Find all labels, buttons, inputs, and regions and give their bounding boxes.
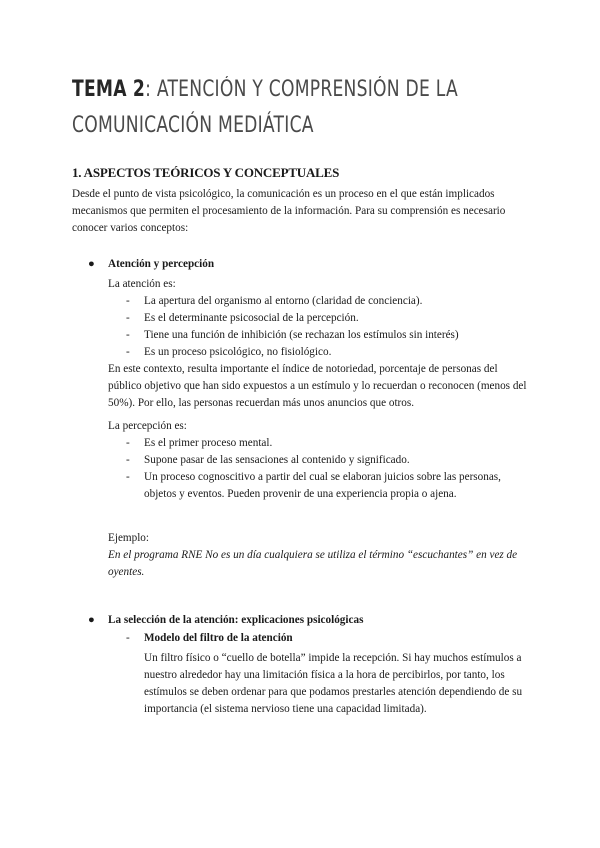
section-heading: 1. ASPECTOS TEÓRICOS Y CONCEPTUALES bbox=[72, 165, 340, 180]
page-title bbox=[72, 72, 540, 144]
perception-list bbox=[108, 435, 528, 503]
example-label: Ejemplo: bbox=[108, 532, 150, 544]
title-text: : ATENCIÓN Y COMPRENSIÓN DE LA COMUNICACIÓN MEDIÁTICA bbox=[72, 77, 458, 138]
list-item: - Un proceso cognoscitivo a partir del cual se elaboran juicios sobre las personas, objetos y eventos. Pueden provenir de una experiencia propia o ajena. bbox=[126, 471, 501, 500]
bullet-icon: ● bbox=[88, 258, 95, 270]
example-block bbox=[108, 530, 528, 581]
list-item: - Tiene una función de inhibición (se rechazan los estímulos sin interés) bbox=[126, 329, 459, 341]
perception-lead: La percepción es: bbox=[108, 420, 187, 432]
list-item: - Es el determinante psicosocial de la percepción. bbox=[126, 312, 359, 324]
example-text: En el programa RNE No es un día cualquiera se utiliza el término “escuchantes” en vez de oyentes. bbox=[108, 549, 518, 578]
bullet-heading-text: La selección de la atención: explicaciones psicológicas bbox=[108, 614, 364, 626]
sub-heading-text: Modelo del filtro de la atención bbox=[144, 632, 293, 644]
bullet-heading-attention bbox=[88, 256, 214, 273]
attention-block bbox=[108, 276, 528, 412]
bullet-heading-selection bbox=[88, 612, 363, 629]
list-item: - Es un proceso psicológico, no fisiológico. bbox=[126, 346, 332, 358]
list-item: - Supone pasar de las sensaciones al contenido y significado. bbox=[126, 454, 410, 466]
sub-heading-filter-model: - Modelo del filtro de la atención bbox=[126, 632, 293, 644]
perception-block bbox=[108, 418, 528, 503]
attention-lead: La atención es: bbox=[108, 278, 176, 290]
section-intro: Desde el punto de vista psicológico, la comunicación es un proceso en el que están implicados mecanismos que permiten el procesamiento de la información. Para su comprensión es necesario conocer varios conceptos: bbox=[72, 188, 506, 234]
title-topic-number: TEMA 2 bbox=[72, 77, 146, 102]
filter-model-text: Un filtro físico o “cuello de botella” impide la recepción. Si hay muchos estímulos a nuestro alrededor hay una limitación física a la hora de percibirlos, por tanto, los estímulos se deben ordenar para que podamos prestarles atención dependiendo de su importancia (el sistema nervioso tiene una capacidad limitada). bbox=[144, 652, 523, 715]
list-item: - La apertura del organismo al entorno (claridad de conciencia). bbox=[126, 295, 423, 307]
bullet-heading-text: Atención y percepción bbox=[108, 258, 215, 270]
bullet-icon: ● bbox=[88, 614, 95, 626]
attention-context: En este contexto, resulta importante el índice de notoriedad, porcentaje de personas del público objetivo que han sido expuestos a un estímulo y lo recuerdan o reconocen (menos del 50%). Por ello, las personas recuerdan más unos anuncios que otros. bbox=[108, 363, 527, 409]
attention-list bbox=[108, 293, 528, 361]
list-item: - Es el primer proceso mental. bbox=[126, 437, 273, 449]
